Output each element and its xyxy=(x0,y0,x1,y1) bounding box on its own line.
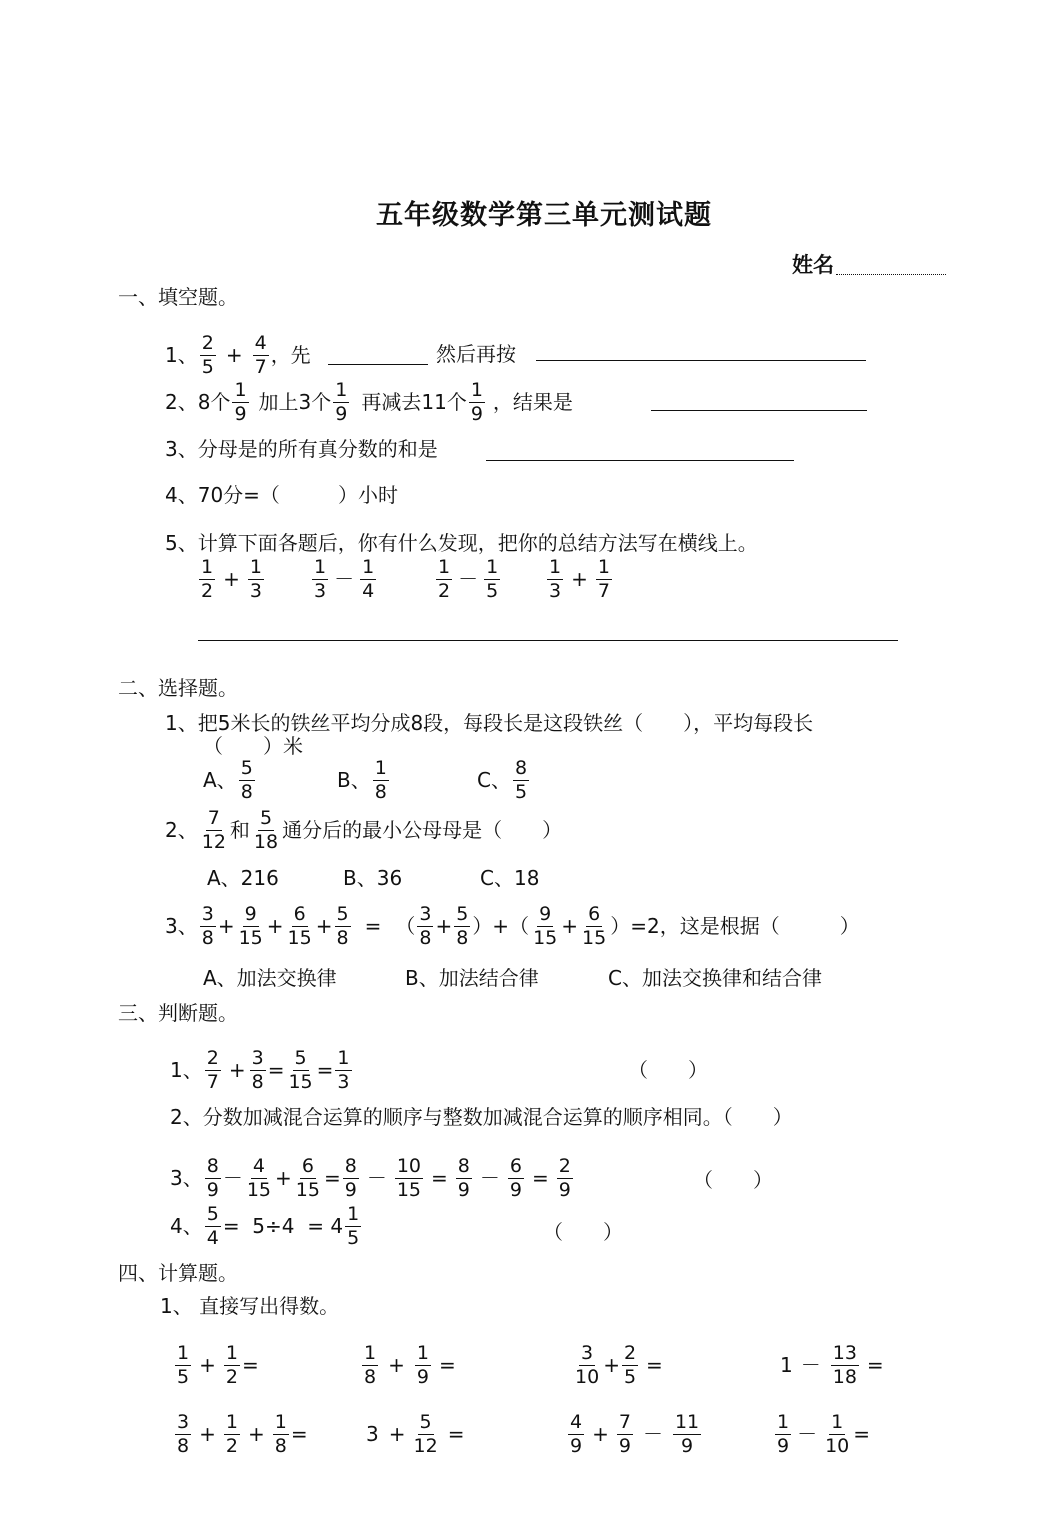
fraction xyxy=(343,1154,359,1201)
denominator: 9 xyxy=(618,1434,631,1457)
denominator: 5 xyxy=(201,355,214,378)
question-1-1 xyxy=(165,333,311,377)
denominator: 8 xyxy=(251,1070,264,1093)
answer-blank[interactable] xyxy=(486,460,794,461)
operator: － xyxy=(334,567,355,591)
name-blank[interactable] xyxy=(836,274,946,275)
choice-question-1: 1、把5米长的铁丝平均分成8段，每段长是这段铁丝（ ），平均每段长 xyxy=(165,711,814,735)
denominator: 2 xyxy=(225,1365,238,1388)
fraction xyxy=(224,1341,240,1388)
numerator: 1 xyxy=(364,1341,377,1364)
denominator: 3 xyxy=(249,579,262,602)
choice-option-b[interactable]: B、36 xyxy=(343,866,403,890)
equals: = xyxy=(853,1422,871,1446)
calc-item xyxy=(366,1411,464,1457)
fraction xyxy=(250,1046,266,1093)
numerator: 1 xyxy=(347,1202,360,1225)
denominator: 8 xyxy=(456,926,469,949)
question-1-2 xyxy=(165,380,573,424)
numerator: 2 xyxy=(558,1154,571,1177)
fraction xyxy=(513,756,529,803)
equals: = xyxy=(447,1422,465,1446)
denominator: 8 xyxy=(177,1434,190,1457)
q-text: 通分后的最小公母母是（ ） xyxy=(282,818,563,842)
judge-question-3 xyxy=(170,1155,575,1201)
equals: = xyxy=(531,1166,549,1190)
operator: － xyxy=(458,567,479,591)
numerator: 1 xyxy=(274,1410,287,1433)
denominator: 9 xyxy=(344,1178,357,1201)
numerator: 8 xyxy=(457,1154,470,1177)
question-1-4-a: 4、70分=（ xyxy=(165,483,280,507)
numerator: 7 xyxy=(618,1410,631,1433)
denominator: 7 xyxy=(206,1070,219,1093)
numerator: 3 xyxy=(201,902,214,925)
fraction xyxy=(232,378,248,425)
fraction xyxy=(252,806,280,853)
fraction xyxy=(200,806,228,853)
numerator: 2 xyxy=(201,331,214,354)
fraction xyxy=(484,555,500,602)
operator: + xyxy=(275,1166,292,1190)
operator: + xyxy=(217,914,235,938)
denominator: 8 xyxy=(364,1365,377,1388)
denominator: 3 xyxy=(549,579,562,602)
denominator: 10 xyxy=(575,1365,600,1388)
numerator: 1 xyxy=(314,555,327,578)
operator: + xyxy=(315,914,333,938)
fraction xyxy=(622,1341,638,1388)
denominator: 5 xyxy=(486,579,499,602)
fraction xyxy=(823,1410,851,1457)
fraction xyxy=(775,1410,791,1457)
choice-option-b[interactable]: B、加法结合律 xyxy=(405,966,539,990)
denominator: 9 xyxy=(206,1178,219,1201)
q-prefix: 2、 xyxy=(165,818,198,842)
denominator: 7 xyxy=(597,579,610,602)
numerator: 6 xyxy=(588,902,601,925)
denominator: 9 xyxy=(558,1178,571,1201)
numerator: 4 xyxy=(254,331,267,354)
fraction xyxy=(557,1154,573,1201)
operator: + xyxy=(199,1353,216,1377)
numerator: 1 xyxy=(470,378,483,401)
integer: 1 xyxy=(780,1353,793,1377)
numerator: 1 xyxy=(249,555,262,578)
q5-expression-4 xyxy=(545,557,614,601)
section-heading-calculation: 四、计算题。 xyxy=(118,1261,238,1285)
fraction xyxy=(580,902,608,949)
name-label: 姓名 xyxy=(792,252,834,277)
denominator: 8 xyxy=(240,780,253,803)
numerator: 1 xyxy=(177,1341,190,1364)
q-text: 和 xyxy=(229,818,250,842)
equals: = xyxy=(866,1353,884,1377)
choice-option-c[interactable]: C、18 xyxy=(480,866,540,890)
denominator: 5 xyxy=(514,780,528,803)
numerator: 1 xyxy=(597,555,610,578)
denominator: 5 xyxy=(623,1365,637,1388)
numerator: 5 xyxy=(240,756,253,779)
operator: + xyxy=(228,1058,246,1082)
numerator: 1 xyxy=(416,1341,429,1364)
denominator: 8 xyxy=(201,926,214,949)
operator: － xyxy=(797,1422,818,1446)
q-prefix: 2、8个 xyxy=(165,390,231,414)
numerator: 1 xyxy=(337,1046,350,1069)
q-text: 加上3个 xyxy=(258,390,332,414)
answer-blank[interactable] xyxy=(328,364,428,365)
fraction xyxy=(573,1341,601,1388)
operator: + xyxy=(603,1353,620,1377)
denominator: 9 xyxy=(457,1178,470,1201)
fraction xyxy=(547,555,563,602)
q-prefix: 4、 xyxy=(170,1214,203,1238)
equals: = xyxy=(646,1353,663,1377)
fraction xyxy=(248,555,264,602)
operator: － xyxy=(800,1353,821,1377)
denominator: 3 xyxy=(337,1070,350,1093)
fraction xyxy=(617,1410,633,1457)
judge-answer-paren[interactable]: （ ） xyxy=(693,1168,773,1192)
denominator: 9 xyxy=(416,1365,429,1388)
numerator: 6 xyxy=(509,1154,522,1177)
answer-line[interactable] xyxy=(198,640,898,641)
operator: － xyxy=(642,1422,663,1446)
fraction xyxy=(362,1341,378,1388)
denominator: 2 xyxy=(201,579,214,602)
calc-item xyxy=(773,1411,870,1457)
operator: + xyxy=(247,1422,265,1446)
numerator: 10 xyxy=(396,1154,422,1177)
fraction xyxy=(286,902,314,949)
q-prefix: 3、 xyxy=(170,1166,203,1190)
numerator: 5 xyxy=(206,1202,219,1225)
denominator: 15 xyxy=(288,1070,313,1093)
denominator: 8 xyxy=(336,926,349,949)
fraction xyxy=(373,756,389,803)
operator: + xyxy=(223,567,240,591)
denominator: 8 xyxy=(374,780,387,803)
fraction xyxy=(568,1410,584,1457)
question-1-3: 3、分母是的所有真分数的和是 xyxy=(165,437,438,461)
denominator: 9 xyxy=(509,1178,522,1201)
denominator: 7 xyxy=(254,355,267,378)
numerator: 11 xyxy=(674,1410,700,1433)
operator: + xyxy=(435,914,453,938)
denominator: 3 xyxy=(314,579,327,602)
fraction xyxy=(286,1046,314,1093)
fraction xyxy=(531,902,559,949)
denominator: 12 xyxy=(201,830,226,853)
operator: + xyxy=(388,1422,406,1446)
numerator: 1 xyxy=(335,378,348,401)
fraction xyxy=(237,902,265,949)
operator: + xyxy=(561,914,579,938)
calc-item xyxy=(173,1342,259,1388)
numerator: 1 xyxy=(225,1341,238,1364)
fraction xyxy=(273,1410,289,1457)
numerator: 6 xyxy=(293,902,306,925)
numerator: 5 xyxy=(419,1410,432,1433)
numerator: 1 xyxy=(362,555,375,578)
operator: + xyxy=(592,1422,609,1446)
q-text: ，结果是 xyxy=(492,390,573,414)
equals: = xyxy=(364,914,382,938)
numerator: 6 xyxy=(301,1154,314,1177)
numerator: 5 xyxy=(456,902,469,925)
fraction xyxy=(673,1410,701,1457)
denominator: 8 xyxy=(419,926,432,949)
denominator: 9 xyxy=(470,402,483,425)
choice-option-c[interactable] xyxy=(477,758,531,802)
choice-option-a[interactable]: A、216 xyxy=(207,866,279,890)
numerator: 3 xyxy=(251,1046,264,1069)
denominator: 8 xyxy=(274,1434,287,1457)
denominator: 2 xyxy=(225,1434,238,1457)
fraction xyxy=(333,378,349,425)
denominator: 9 xyxy=(570,1434,583,1457)
page-title: 五年级数学第三单元测试题 xyxy=(376,200,712,231)
judge-question-2: 2、分数加减混合运算的顺序与整数加减混合运算的顺序相同。（ ） xyxy=(170,1105,793,1129)
judge-answer-paren[interactable]: （ ） xyxy=(628,1058,708,1082)
fraction xyxy=(415,1341,431,1388)
fraction xyxy=(456,1154,472,1201)
denominator: 15 xyxy=(287,926,312,949)
fraction xyxy=(175,1410,191,1457)
fraction xyxy=(199,555,215,602)
operator: + xyxy=(225,343,243,367)
choice-option-c[interactable]: C、加法交换律和结合律 xyxy=(608,966,822,990)
fraction xyxy=(395,1154,423,1201)
paren: （ xyxy=(395,914,416,938)
operator: + xyxy=(571,567,588,591)
equals: = xyxy=(267,1058,285,1082)
numerator: 8 xyxy=(344,1154,357,1177)
q-text: ，先 xyxy=(270,343,311,367)
operator: + xyxy=(388,1353,405,1377)
numerator: 3 xyxy=(581,1341,594,1364)
denominator: 15 xyxy=(238,926,263,949)
denominator: 9 xyxy=(335,402,348,425)
integer: 3 xyxy=(366,1422,379,1446)
numerator: 3 xyxy=(419,902,432,925)
operator: － xyxy=(222,1166,243,1190)
denominator: 15 xyxy=(396,1178,422,1201)
numerator: 1 xyxy=(201,555,214,578)
fraction xyxy=(245,1154,273,1201)
denominator: 12 xyxy=(413,1434,438,1457)
numerator: 4 xyxy=(570,1410,583,1433)
numerator: 2 xyxy=(206,1046,219,1069)
denominator: 5 xyxy=(177,1365,190,1388)
operator: － xyxy=(479,1166,500,1190)
fraction xyxy=(239,756,255,803)
option-label: B、 xyxy=(337,768,371,792)
fraction xyxy=(253,331,269,378)
denominator: 15 xyxy=(246,1178,272,1201)
q-text: ）=2，这是根据（ ） xyxy=(610,914,860,938)
calc-item xyxy=(571,1342,663,1388)
fraction xyxy=(205,1154,221,1201)
equals: = xyxy=(438,1353,456,1377)
choice-option-b[interactable] xyxy=(337,758,391,802)
numerator: 3 xyxy=(177,1410,190,1433)
choice-question-2 xyxy=(165,808,562,852)
q5-expression-3 xyxy=(434,557,502,601)
numerator: 5 xyxy=(294,1046,307,1069)
denominator: 9 xyxy=(681,1434,694,1457)
fraction xyxy=(312,555,328,602)
fraction xyxy=(454,902,470,949)
numerator: 7 xyxy=(207,806,220,829)
numerator: 5 xyxy=(259,806,273,829)
denominator: 9 xyxy=(234,402,247,425)
numerator: 9 xyxy=(539,902,552,925)
fraction xyxy=(412,1410,440,1457)
fraction xyxy=(200,331,216,378)
section-heading-fill-blank: 一、填空题。 xyxy=(118,285,238,309)
numerator: 2 xyxy=(623,1341,637,1364)
fraction xyxy=(294,1154,322,1201)
numerator: 5 xyxy=(336,902,349,925)
q-prefix: 1、 xyxy=(165,343,198,367)
denominator: 5 xyxy=(347,1226,360,1249)
denominator: 18 xyxy=(253,830,279,853)
question-1-4-b: ）小时 xyxy=(338,483,398,507)
fraction xyxy=(596,555,612,602)
answer-blank[interactable] xyxy=(651,410,867,411)
denominator: 15 xyxy=(533,926,558,949)
q-prefix: 1、 xyxy=(170,1058,203,1082)
numerator: 1 xyxy=(831,1410,844,1433)
choice-option-a[interactable]: A、加法交换律 xyxy=(203,966,337,990)
denominator: 2 xyxy=(438,579,451,602)
choice-option-a[interactable] xyxy=(203,758,257,802)
fraction xyxy=(335,902,351,949)
numerator: 1 xyxy=(549,555,562,578)
calc-item xyxy=(780,1342,884,1388)
operator: + xyxy=(266,914,284,938)
fraction xyxy=(200,902,216,949)
numerator: 1 xyxy=(225,1410,238,1433)
equals: = xyxy=(431,1166,448,1190)
denominator: 4 xyxy=(362,579,375,602)
q-text: = 5÷4 = 4 xyxy=(222,1214,344,1238)
section-heading-multiple-choice: 二、选择题。 xyxy=(118,676,238,700)
fraction xyxy=(360,555,376,602)
fraction xyxy=(417,902,433,949)
judge-answer-paren[interactable]: （ ） xyxy=(543,1220,623,1244)
fraction xyxy=(345,1202,361,1249)
fraction xyxy=(175,1341,191,1388)
denominator: 15 xyxy=(582,926,607,949)
numerator: 1 xyxy=(486,555,499,578)
fraction xyxy=(335,1046,351,1093)
fraction xyxy=(436,555,452,602)
numerator: 1 xyxy=(438,555,451,578)
q-text: 再减去11个 xyxy=(361,390,467,414)
denominator: 4 xyxy=(206,1226,219,1249)
choice-question-3 xyxy=(165,903,860,949)
equals: = xyxy=(290,1422,308,1446)
numerator: 9 xyxy=(244,902,257,925)
q5-expression-1 xyxy=(197,557,266,601)
calc-subheading: 1、 直接写出得数。 xyxy=(160,1294,340,1318)
choice-question-1-cont: （ ）米 xyxy=(203,734,303,758)
operator: + xyxy=(199,1422,216,1446)
denominator: 15 xyxy=(295,1178,320,1201)
numerator: 8 xyxy=(206,1154,219,1177)
judge-question-4 xyxy=(170,1203,363,1249)
question-1-5: 5、计算下面各题后，你有什么发现，把你的总结方法写在横线上。 xyxy=(165,531,758,555)
numerator: 1 xyxy=(374,756,387,779)
paren: ）+（ xyxy=(472,914,530,938)
fraction xyxy=(205,1046,221,1093)
answer-blank[interactable] xyxy=(536,360,866,361)
option-label: C、 xyxy=(477,768,511,792)
numerator: 1 xyxy=(777,1410,790,1433)
numerator: 8 xyxy=(514,756,528,779)
q-text: 然后再按 xyxy=(436,342,516,366)
denominator: 18 xyxy=(832,1365,857,1388)
q-prefix: 3、 xyxy=(165,914,198,938)
operator: － xyxy=(366,1166,387,1190)
calc-item xyxy=(173,1411,308,1457)
denominator: 10 xyxy=(825,1434,850,1457)
option-label: A、 xyxy=(203,768,237,792)
equals: = xyxy=(323,1166,341,1190)
fraction xyxy=(469,378,485,425)
calc-item xyxy=(566,1411,703,1457)
denominator: 9 xyxy=(777,1434,790,1457)
fraction xyxy=(508,1154,524,1201)
numerator: 4 xyxy=(252,1154,265,1177)
fraction xyxy=(205,1202,221,1249)
fraction xyxy=(224,1410,240,1457)
numerator: 1 xyxy=(234,378,247,401)
judge-question-1 xyxy=(170,1047,354,1093)
q5-expression-2 xyxy=(310,557,378,601)
equals: = xyxy=(241,1353,259,1377)
fraction xyxy=(831,1341,859,1388)
equals: = xyxy=(316,1058,334,1082)
section-heading-true-false: 三、判断题。 xyxy=(118,1001,238,1025)
numerator: 13 xyxy=(832,1341,857,1364)
calc-item xyxy=(360,1342,456,1388)
